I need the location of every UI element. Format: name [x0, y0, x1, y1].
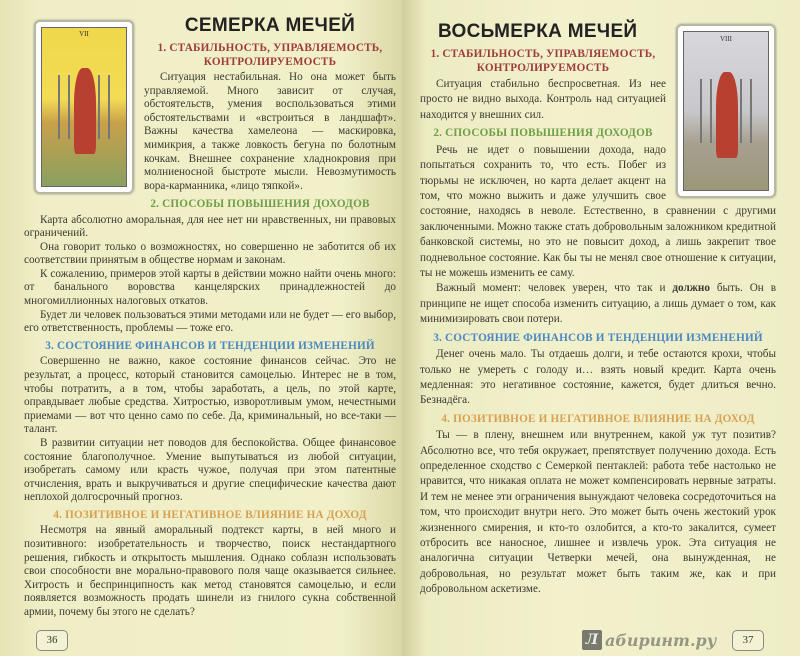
paragraph: Денег очень мало. Ты отдаешь долги, и тебе остаются крохи, чтобы только не умереть с голоду и… взять новый кредит. Карта очень медленная: это негативное состояние, кажется, будет длиться вечно. Безнадёга.	[420, 348, 776, 407]
paragraph: В развитии ситуации нет поводов для беспокойства. Общее финансовое состояние благополучное. Умение выпутываться из любой ситуации, изобретать самому или красть чужое, получая при этом патентные отчисления, врать и выкручиваться и другие специфические качества дают неплохой долгосрочный прогноз.	[24, 436, 396, 504]
section-heading: 3. СОСТОЯНИЕ ФИНАНСОВ И ТЕНДЕНЦИИ ИЗМЕНЕНИЙ	[433, 331, 763, 344]
paragraph: Речь не идет о повышении дохода, надо попытаться сохранить то, что есть. Побег из тюрьмы не исключен, но карта делает акцент на том, что можно выжить и даже улучшить свое состояние, находясь в неволе. Естественно, в сравнении с другими заключенными. Можно также стать добровольным заложником кредитной банковской системы, но это не повысит доход, а лишь закрепит твое подневольное состояние. Как бы ты не менял свое отношение к ситуации, ты не можешь изменить ее саму.	[420, 143, 776, 279]
right-page	[402, 0, 800, 656]
page-title: СЕМЕРКА МЕЧЕЙ	[184, 15, 356, 36]
paragraph: Совершенно не важно, какое состояние финансов сейчас. Это не результат, а процесс, который становится самоцелью. Интерес не в том, чтобы потратить, а в том, чтобы заработать, а цель, по этой карте, оправдывает любые средства. Хитростью, изворотливым умом, нечестными приемами — вот что ценно само по себе. Да, криминальный, но все-таки — талант.	[24, 355, 396, 436]
card-label: VIII	[719, 35, 733, 43]
page-number: 36	[36, 630, 68, 651]
logo-icon: Л	[582, 630, 602, 650]
right-page-content	[420, 20, 776, 598]
figure-illustration	[716, 72, 738, 159]
paragraph: Карта абсолютно аморальная, для нее нет ни нравственных, ни правовых ограничений.	[24, 213, 396, 240]
watermark-logo	[582, 630, 716, 650]
section-heading: 4. ПОЗИТИВНОЕ И НЕГАТИВНОЕ ВЛИЯНИЕ НА ДОХОД	[53, 508, 367, 521]
paragraph: Ситуация стабильно беспросветная. Из нее просто не видно выхода. Контроль над ситуацией находится у внешних сил.	[420, 78, 666, 121]
paragraph: Несмотря на явный аморальный подтекст карты, в ней много и позитивного: изобретательность и творчество, поиск нестандартного решения, гибкость и открытость мышления. Однако соблазн использовать свои способности вне морально-правового поля чаще оказывается сильнее. Хитрость и беспринципность как метод становятся самоцелью, и если появляется возможность продать шинели из гнилого сукна собственной армии, почему бы этого не сделать?	[24, 524, 396, 618]
paragraph: Ты — в плену, внешнем или внутреннем, какой уж тут позитив? Абсолютно все, что тебя окружает, препятствует получению дохода. Есть определенное сходство с Семеркой пентаклей: работа тебе настолько не нравится, что никакая оплата не может компенсировать нервные затраты. И тем не менее эти ограничения вынуждают человека сосредоточиться на том, что происходит внутри него. Это может быть очень жестокий урок жизненного смирения, и кто-то озлобится, а кто-то закалится, сумеет отбросить все наносное, лишнее и извлечь урок. Эта ситуация не аналогична ситуации Четверки мечей, она вынужденная, не добровольная, но результат может быть таким же, как и при добровольном аскетизме.	[420, 429, 776, 596]
section-heading: 4. ПОЗИТИВНОЕ И НЕГАТИВНОЕ ВЛИЯНИЕ НА ДОХОД	[441, 412, 755, 425]
page-title: ВОСЬМЕРКА МЕЧЕЙ	[438, 21, 638, 42]
tarot-card-eight-of-swords	[676, 24, 776, 198]
tarot-card-seven-of-swords	[34, 20, 134, 194]
section-heading: 2. СПОСОБЫ ПОВЫШЕНИЯ ДОХОДОВ	[433, 127, 653, 140]
section-heading: 2. СПОСОБЫ ПОВЫШЕНИЯ ДОХОДОВ	[150, 198, 370, 210]
card-label: VII	[79, 30, 89, 38]
page-number: 37	[732, 630, 764, 651]
paragraph	[420, 281, 776, 327]
text: быть. Он в принципе не ищет способа изменить ситуацию, а лишь думает о том, как минимизировать свои потери.	[420, 282, 776, 326]
section-heading: 3. СОСТОЯНИЕ ФИНАНСОВ И ТЕНДЕНЦИИ ИЗМЕНЕНИЙ	[45, 339, 375, 352]
section-heading: 1. СТАБИЛЬНОСТЬ, УПРАВЛЯЕМОСТЬ, КОНТРОЛИРУЕМОСТЬ	[430, 48, 656, 74]
bold-word: должно	[672, 282, 710, 295]
left-page-content	[24, 14, 396, 620]
paragraph: К сожалению, примеров этой карты в действии можно найти очень много: от банального воровства канцелярских принадлежностей до многомиллионных налоговых откатов.	[24, 267, 396, 308]
paragraph: Ситуация нестабильная. Но она может быть управляемой. Много зависит от случая, обстоятельств, умения воспользоваться этими обстоятельствами и «встроиться в ландшафт». Важны качества хамелеона — маскировка, мимикрия, а также ловкость бегуна по болотным кочкам. Внешнее сохранение хладнокровия при молниеносной быстроте мысли. Невозмутимость вора-карманника, «лицо тяпкой».	[144, 71, 396, 192]
paragraph: Она говорит только о возможностях, но совершенно не заботится об их соответствии принятым в обществе нормам и законам.	[24, 240, 396, 267]
text: Важный момент: человек уверен, что так и	[436, 282, 673, 295]
section-heading: 1. СТАБИЛЬНОСТЬ, УПРАВЛЯЕМОСТЬ, КОНТРОЛИРУЕМОСТЬ	[157, 42, 383, 68]
watermark-text: абиринт.ру	[605, 630, 717, 650]
figure-illustration	[74, 68, 96, 155]
paragraph: Будет ли человек пользоваться этими методами или не будет — его выбор, его ответственность, проблемы — тоже его.	[24, 308, 396, 335]
